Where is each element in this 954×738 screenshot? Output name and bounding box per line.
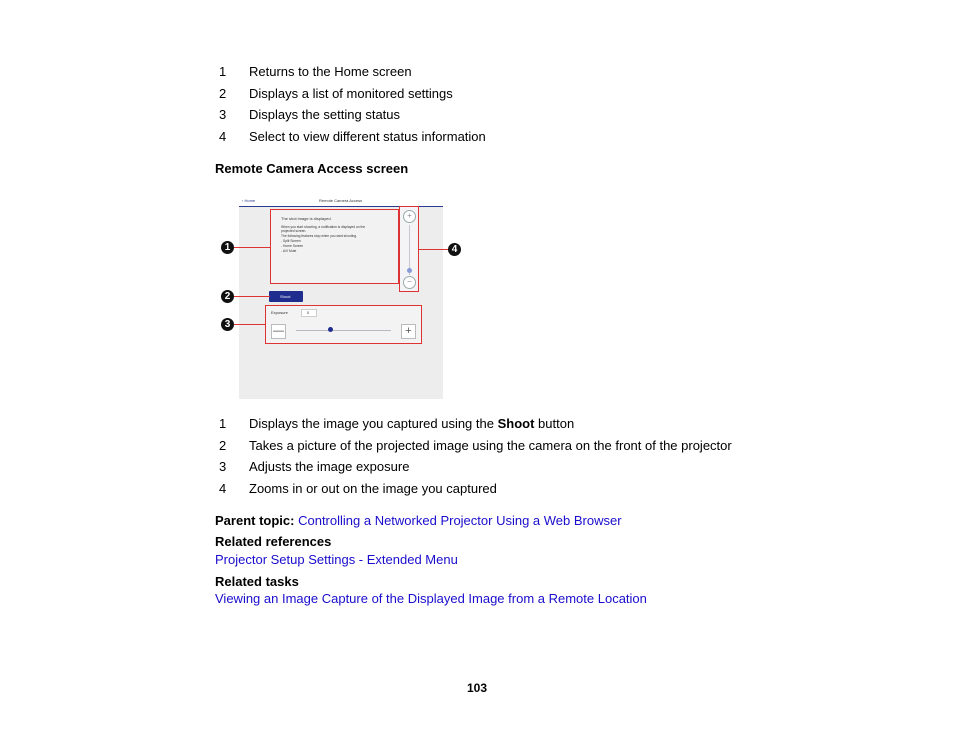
list-1-text: Select to view different status information: [249, 129, 486, 144]
parent-topic-label: Parent topic:: [215, 513, 295, 528]
exposure-label: Exposure: [271, 310, 288, 315]
related-tasks-link[interactable]: Viewing an Image Capture of the Displayed Image from a Remote Location: [215, 591, 647, 606]
list-1-number: 3: [219, 107, 227, 122]
image-text: projected screen.: [281, 229, 307, 233]
callout-line: [234, 296, 270, 297]
related-tasks-label: Related tasks: [215, 574, 299, 589]
page-number: 103: [466, 681, 488, 695]
list-2-number: 2: [219, 438, 227, 453]
callout-marker: 3: [221, 318, 234, 331]
image-text: When you start shooting, a notification is displayed on the: [281, 225, 366, 229]
list-2-text: Zooms in or out on the image you captured: [249, 481, 497, 496]
related-references-label: Related references: [215, 534, 332, 549]
list-2-text: [249, 416, 574, 431]
callout-line: [234, 324, 266, 325]
callout-marker: 1: [221, 241, 234, 254]
callout-marker: 4: [448, 243, 461, 256]
image-text: - Home Screen: [281, 244, 304, 248]
list-1-number: 4: [219, 129, 227, 144]
zoom-out-icon[interactable]: −: [403, 276, 416, 289]
list-2-text-part: button: [534, 416, 575, 431]
back-label: Home: [244, 198, 256, 203]
back-home-link: ‹ Home: [242, 198, 256, 203]
list-2-text-part: Displays the image you captured using the: [249, 416, 498, 431]
exposure-plus-button[interactable]: +: [401, 324, 416, 339]
list-1-text: Displays the setting status: [249, 107, 401, 122]
callout-line: [418, 249, 448, 250]
list-1-number: 1: [219, 64, 227, 79]
image-text: The following features stop when you start shooting.: [281, 234, 358, 238]
callout-line: [234, 247, 270, 248]
exposure-minus-button[interactable]: —: [273, 325, 284, 337]
parent-topic-link[interactable]: Controlling a Networked Projector Using a Web Browser: [298, 513, 622, 528]
list-2-text: Takes a picture of the projected image using the camera on the front of the projector: [249, 438, 732, 453]
remote-camera-screenshot: [239, 196, 443, 399]
image-text: - Split Screen: [281, 239, 301, 243]
shoot-label: Shoot: [280, 294, 291, 299]
list-2-number: 1: [219, 416, 227, 431]
list-2-text: Adjusts the image exposure: [249, 459, 410, 474]
exposure-control: [265, 305, 422, 344]
shoot-term: Shoot: [497, 416, 535, 431]
image-text: The shot image is displayed.: [281, 216, 332, 221]
section-heading: Remote Camera Access screen: [215, 161, 409, 176]
zoom-control: [399, 206, 419, 292]
list-1-text: Displays a list of monitored settings: [249, 86, 453, 101]
list-1-text: Returns to the Home screen: [249, 64, 412, 79]
list-2-number: 3: [219, 459, 227, 474]
exposure-slider-track[interactable]: [296, 330, 391, 331]
zoom-in-icon[interactable]: +: [403, 210, 416, 223]
shoot-button[interactable]: [269, 291, 303, 302]
exposure-value-box: [301, 309, 317, 317]
callout-marker: 2: [221, 290, 234, 303]
captured-image-area: [270, 209, 399, 284]
list-1-number: 2: [219, 86, 227, 101]
screen-title: Remote Camera Access: [319, 198, 363, 203]
list-2-number: 4: [219, 481, 227, 496]
related-references-link[interactable]: Projector Setup Settings - Extended Menu: [215, 552, 458, 567]
zoom-handle[interactable]: [407, 268, 412, 273]
parent-topic: [215, 513, 622, 528]
exposure-value: 0: [307, 310, 310, 315]
exposure-slider-handle[interactable]: [328, 327, 333, 332]
image-text: - A/V Mute: [281, 249, 297, 253]
